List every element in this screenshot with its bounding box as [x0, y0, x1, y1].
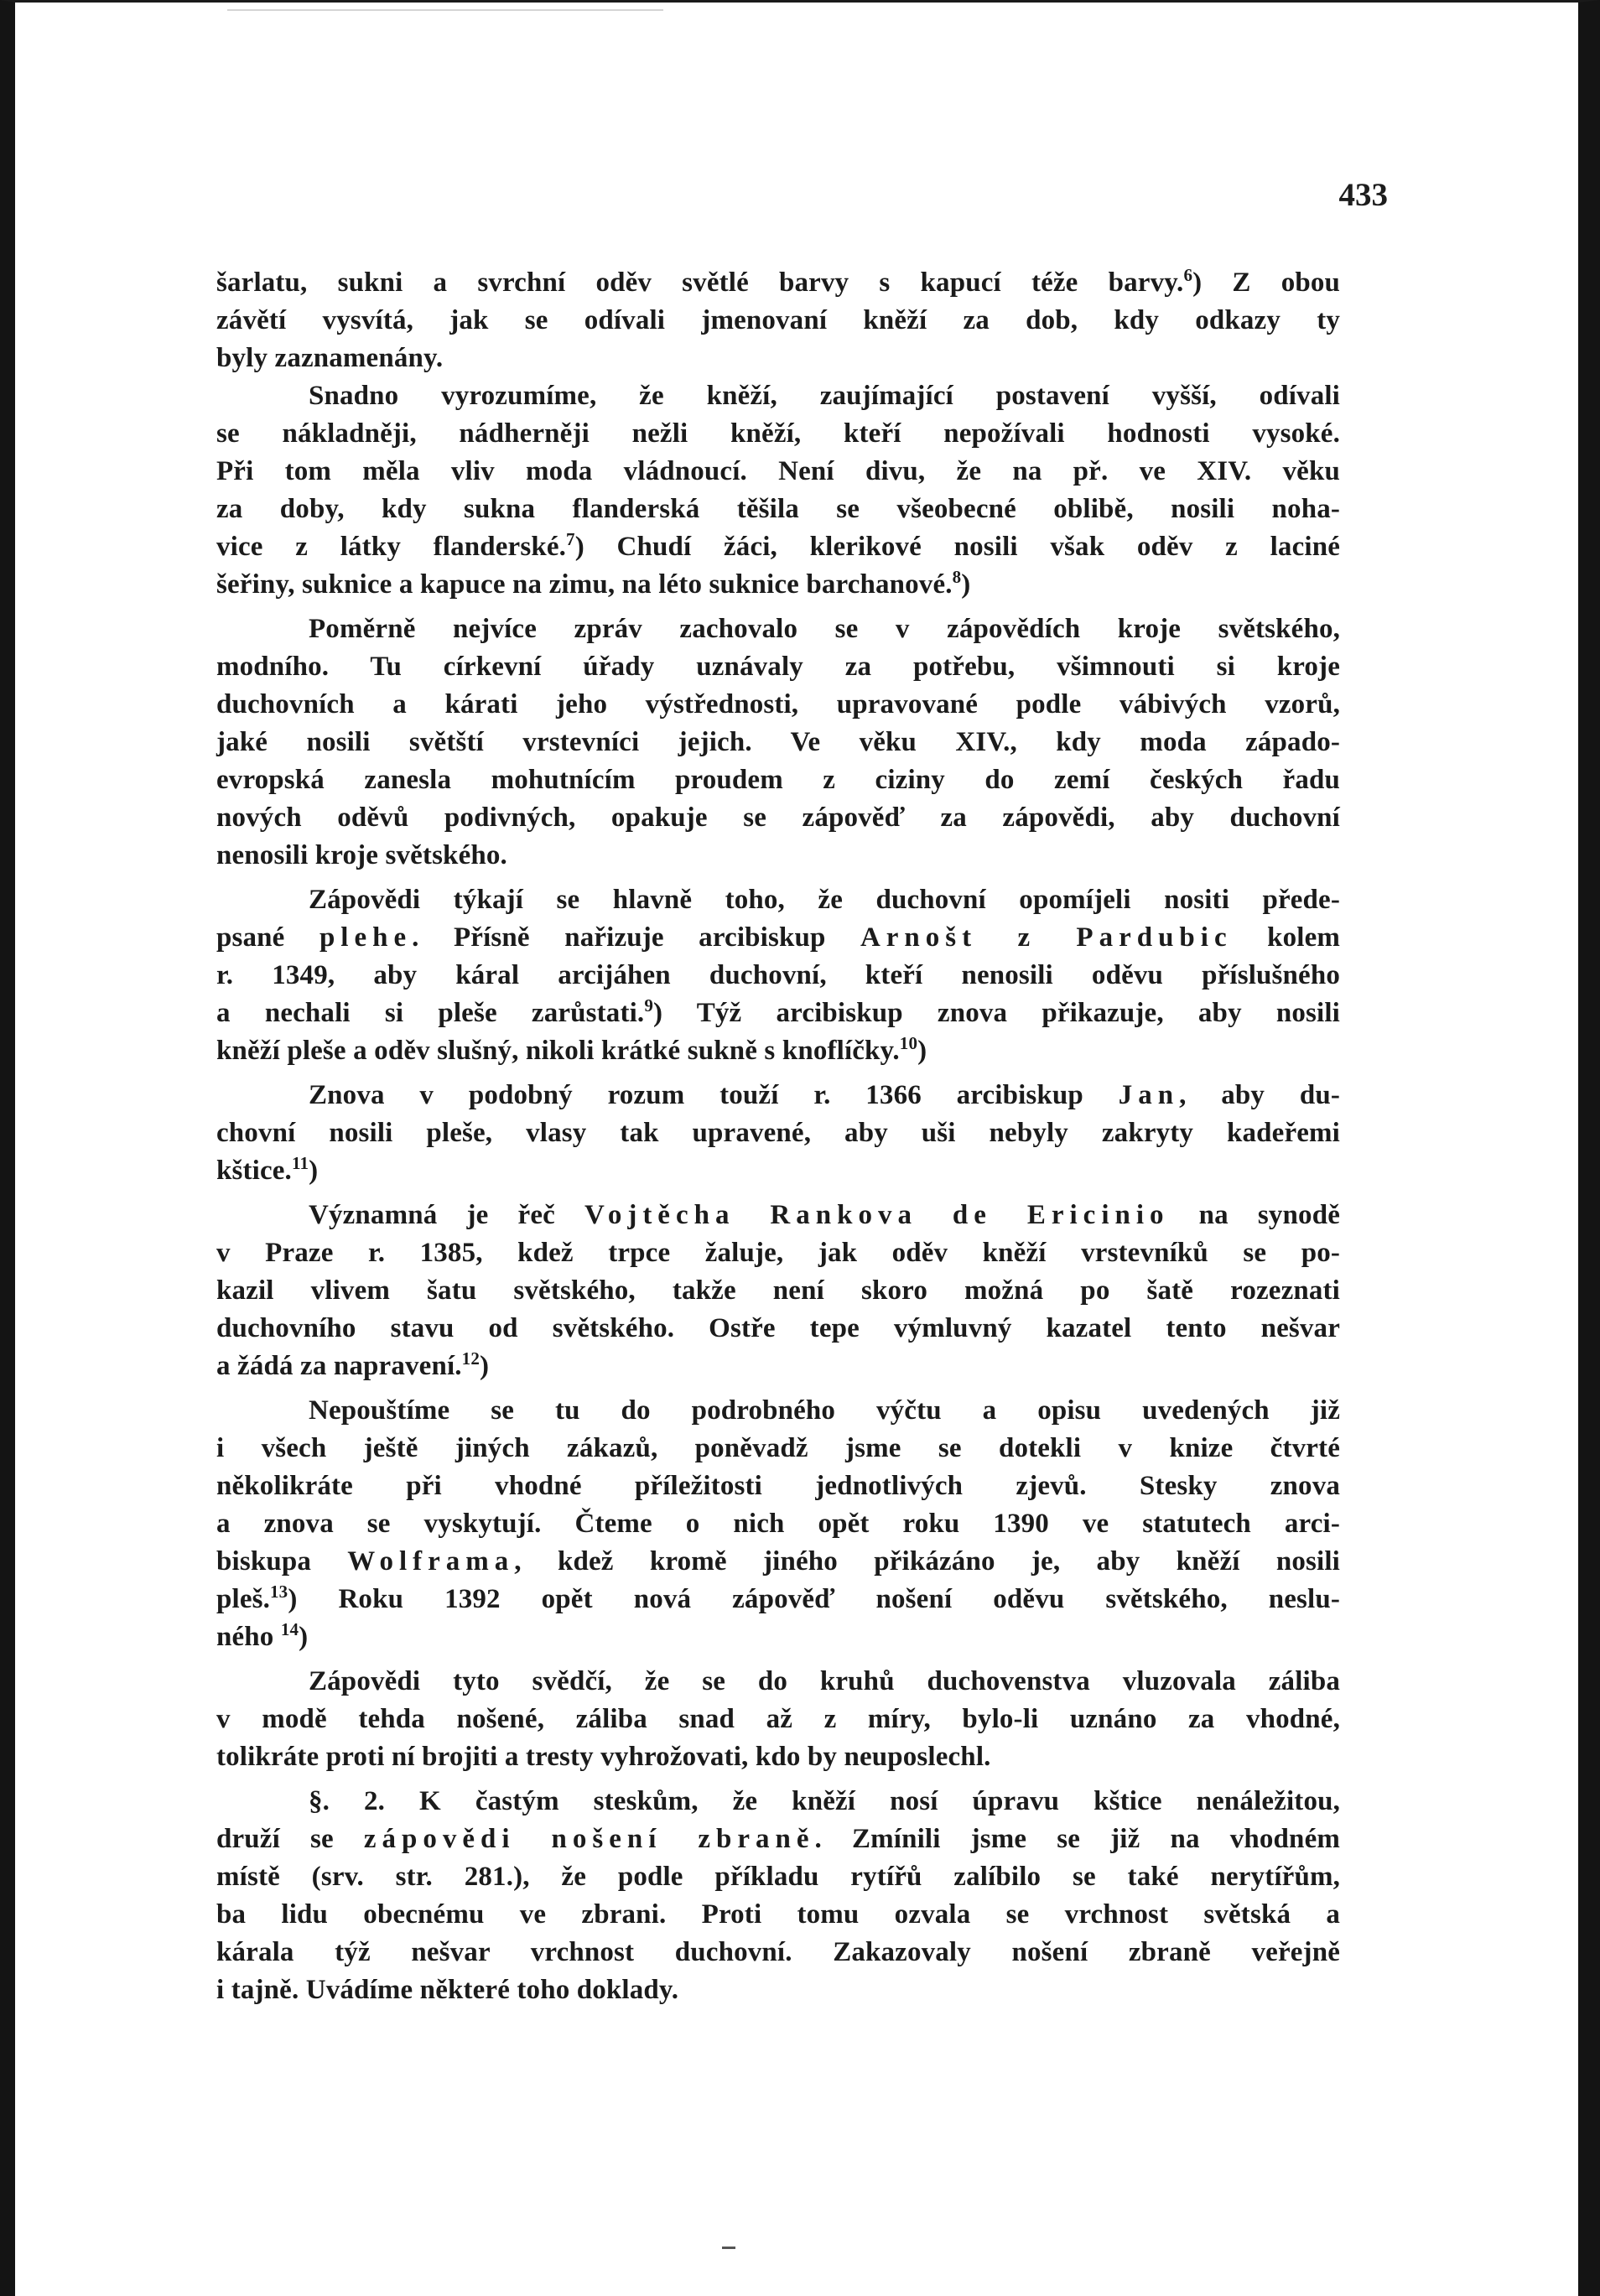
text-line: se nákladněji, nádherněji nežli kněží, kteří nepožívali hodnosti vysoké.	[216, 418, 1340, 449]
text-line: kazil vlivem šatu světského, takže není skoro možná po šatě rozeznati	[216, 1275, 1340, 1306]
text-line: pleš.$^{13}$) Roku 1392 opět nová zápověď nošení oděvu světského, neslu-	[216, 1582, 1340, 1614]
text-line: jaké nosili světští vrstevníci jejich. Ve věku XIV., kdy moda západo-	[216, 727, 1340, 757]
text-line: duchovních a kárati jeho výstřednosti, upravované podle vábivých vzorů,	[216, 689, 1340, 719]
text-line: a nechali si pleše zarůstati.$^9$) Týž arcibiskup znova přikazuje, aby nosili	[216, 995, 1340, 1028]
text-line: tolikráte proti ní brojiti a tresty vyhrožovati, kdo by neuposlechl.	[216, 1742, 991, 1772]
text-line: duchovního stavu od světského. Ostře tepe výmluvný kazatel tento nešvar	[216, 1313, 1340, 1343]
text-line: byly zaznamenány.	[216, 343, 444, 373]
text-line: Významná je řeč Vojtěcha Rankova de Ericinio na synodě	[309, 1200, 1340, 1230]
text-line: Nepouštíme se tu do podrobného výčtu a opisu uvedených již	[309, 1395, 1340, 1426]
text-line: §. 2. K častým steskům, že kněží nosí úpravu kštice nenáležitou,	[309, 1786, 1340, 1816]
text-line: kněží pleše a oděv slušný, nikoli krátké sukně s knoflíčky.$^{10}$)	[216, 1033, 927, 1066]
text-line: a znova se vyskytují. Čteme o nich opět roku 1390 ve statutech arci-	[216, 1509, 1340, 1539]
text-line: Poměrně nejvíce zpráv zachovalo se v zápovědích kroje světského,	[309, 614, 1340, 644]
text-line: psané plehe. Přísně nařizuje arcibiskup Arnošt z Pardubic kolem	[216, 922, 1341, 953]
text-line: modního. Tu církevní úřady uznávaly za potřebu, všimnouti si kroje	[216, 652, 1340, 682]
text-line: Zápovědi týkají se hlavně toho, že duchovní opomíjeli nositi přede-	[309, 885, 1340, 915]
text-line: za doby, kdy sukna flanderská těšila se všeobecné oblibě, nosili noha-	[216, 494, 1340, 524]
text-line: kštice.$^{11}$)	[216, 1153, 319, 1186]
text-line: vice z látky flanderské.$^7$) Chudí žáci, klerikové nosili však oděv z laciné	[216, 529, 1340, 562]
text-line: Znova v podobný rozum touží r. 1366 arcibiskup Jan, aby du-	[309, 1080, 1341, 1110]
text-line: biskupa Wolframa, kdež kromě jiného přikázáno je, aby kněží nosili	[216, 1546, 1340, 1577]
scan-speck	[722, 2247, 735, 2249]
text-line: i všech ještě jiných zákazů, poněvadž jsme se dotekli v knize čtvrté	[216, 1433, 1340, 1463]
text-line: v Praze r. 1385, kdež trpce žaluje, jak oděv kněží vrstevníků se po-	[216, 1238, 1340, 1268]
text-line: Při tom měla vliv moda vládnoucí. Není divu, že na př. ve XIV. věku	[216, 456, 1340, 486]
text-line: nových oděvů podivných, opakuje se zápověď za zápovědi, aby duchovní	[216, 803, 1340, 833]
text-line: závětí vysvítá, jak se odívali jmenovaní kněží za dob, kdy odkazy ty	[216, 305, 1340, 335]
text-line: Snadno vyrozumíme, že kněží, zaujímající postavení vyšší, odívali	[309, 381, 1340, 411]
text-line: i tajně. Uvádíme některé toho doklady.	[216, 1975, 679, 2005]
page-number: 433	[1338, 177, 1388, 213]
text-line: kárala týž nešvar vrchnost duchovní. Zakazovaly nošení zbraně veřejně	[216, 1937, 1340, 1967]
text-line: a žádá za napravení.$^{12}$)	[216, 1348, 490, 1381]
page-text	[216, 264, 1340, 2009]
text-line: nenosili kroje světského.	[216, 840, 507, 870]
text-line: ba lidu obecnému ve zbrani. Proti tomu ozvala se vrchnost světská a	[216, 1899, 1340, 1930]
text-line: chovní nosili pleše, vlasy tak upravené, aby uši nebyly zakryty kadeřemi	[216, 1118, 1340, 1148]
text-line: r. 1349, aby káral arcijáhen duchovní, kteří nenosili oděvu příslušného	[216, 960, 1340, 990]
text-line: šeřiny, suknice a kapuce na zimu, na léto suknice barchanové.$^8$)	[216, 567, 971, 600]
text-line: šarlatu, sukni a svrchní oděv světlé barvy s kapucí téže barvy.$^6$) Z obou	[216, 265, 1340, 298]
text-line: místě (srv. str. 281.), že podle příkladu rytířů zalíbilo se také nerytířům,	[216, 1862, 1340, 1892]
text-line: ného $^{14}$)	[216, 1619, 309, 1652]
text-line: několikráte při vhodné příležitosti jednotlivých zjevů. Stesky znova	[216, 1471, 1340, 1501]
scan-edge-mark	[227, 3, 663, 11]
text-line: druží se zápovědi nošení zbraně. Zmínili jsme se již na vhodném	[216, 1824, 1340, 1854]
text-line: Zápovědi tyto svědčí, že se do kruhů duchovenstva vluzovala záliba	[309, 1666, 1340, 1696]
text-line: v modě tehda nošené, záliba snad až z míry, bylo-li uznáno za vhodné,	[216, 1704, 1340, 1734]
text-line: evropská zanesla mohutnícím proudem z ciziny do zemí českých řadu	[216, 765, 1340, 795]
